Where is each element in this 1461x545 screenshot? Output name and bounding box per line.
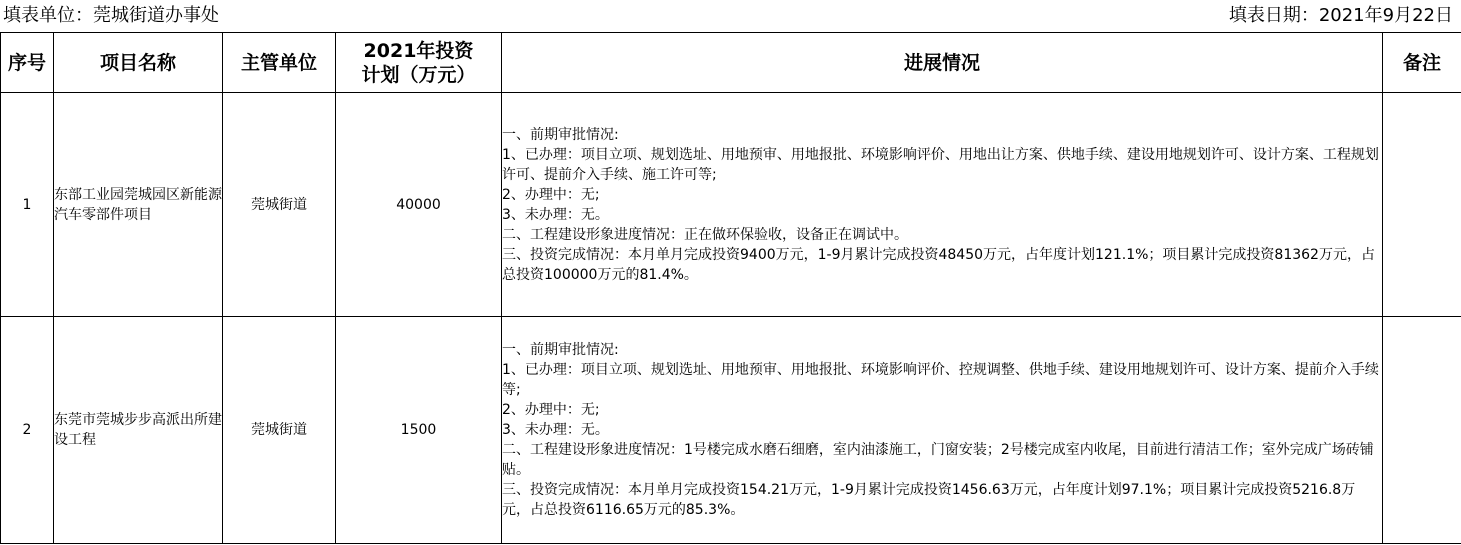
progress-line: 三、投资完成情况：本月单月完成投资154.21万元，1-9月累计完成投资1456.63万元，占年度计划97.1%；项目累计完成投资5216.8万元，占总投资6116.65万元的85.3%。 [502,482,1356,518]
progress-line: 二、工程建设形象进度情况：正在做环保验收，设备正在调试中。 [502,226,908,243]
cell-project-name: 东莞市莞城步步高派出所建设工程 [54,317,223,544]
progress-line: 1、已办理：项目立项、规划选址、用地预审、用地报批、环境影响评价、用地出让方案、供地手续、建设用地规划许可、设计方案、工程规划许可、提前介入手续、施工许可等; [502,146,1379,183]
progress-line: 一、前期审批情况: [502,126,619,143]
column-header-plan [336,33,502,93]
cell-dept: 莞城街道 [223,317,336,544]
reporting-date: 填表日期：2021年9月22日 [1228,5,1453,26]
progress-line: 二、工程建设形象进度情况：1号楼完成水磨石细磨，室内油漆施工，门窗安装；2号楼完成室内收尾，目前进行清洁工作；室外完成广场砖铺贴。 [502,442,1374,478]
column-header-note: 备注 [1383,33,1461,93]
cell-project-name: 东部工业园莞城园区新能源汽车零部件项目 [54,93,223,317]
cell-seq: 2 [1,317,54,544]
cell-plan: 40000 [336,93,502,317]
column-header-progress: 进展情况 [502,33,1383,93]
table-row [1,93,1461,317]
progress-line: 3、未办理：无。 [502,206,609,223]
column-header-seq: 序号 [1,33,54,93]
progress-line: 1、已办理：项目立项、规划选址、用地预审、用地报批、环境影响评价、控规调整、供地手续、建设用地规划许可、设计方案、提前介入手续等; [502,362,1379,398]
cell-progress [502,317,1383,544]
progress-line: 三、投资完成情况：本月单月完成投资9400万元，1-9月累计完成投资48450万元，占年度计划121.1%；项目累计完成投资81362万元，占总投资100000万元的81.4%。 [502,246,1375,283]
cell-progress [502,93,1383,317]
column-header-plan-line1: 2021年投资 [363,39,474,62]
column-header-name: 项目名称 [54,33,223,93]
progress-line: 2、办理中：无; [502,402,600,418]
progress-line: 3、未办理：无。 [502,422,609,438]
project-progress-table [0,32,1461,544]
table-header-row [1,33,1461,93]
cell-seq: 1 [1,93,54,317]
reporting-unit: 填表单位：莞城街道办事处 [3,5,219,26]
column-header-dept: 主管单位 [223,33,336,93]
cell-note [1383,93,1461,317]
cell-dept: 莞城街道 [223,93,336,317]
progress-line: 2、办理中：无; [502,186,600,203]
cell-note [1383,317,1461,544]
column-header-plan-line2: 计划（万元） [361,63,476,86]
table-row [1,317,1461,544]
progress-line: 一、前期审批情况: [502,342,619,358]
cell-plan: 1500 [336,317,502,544]
report-header [0,0,1461,32]
